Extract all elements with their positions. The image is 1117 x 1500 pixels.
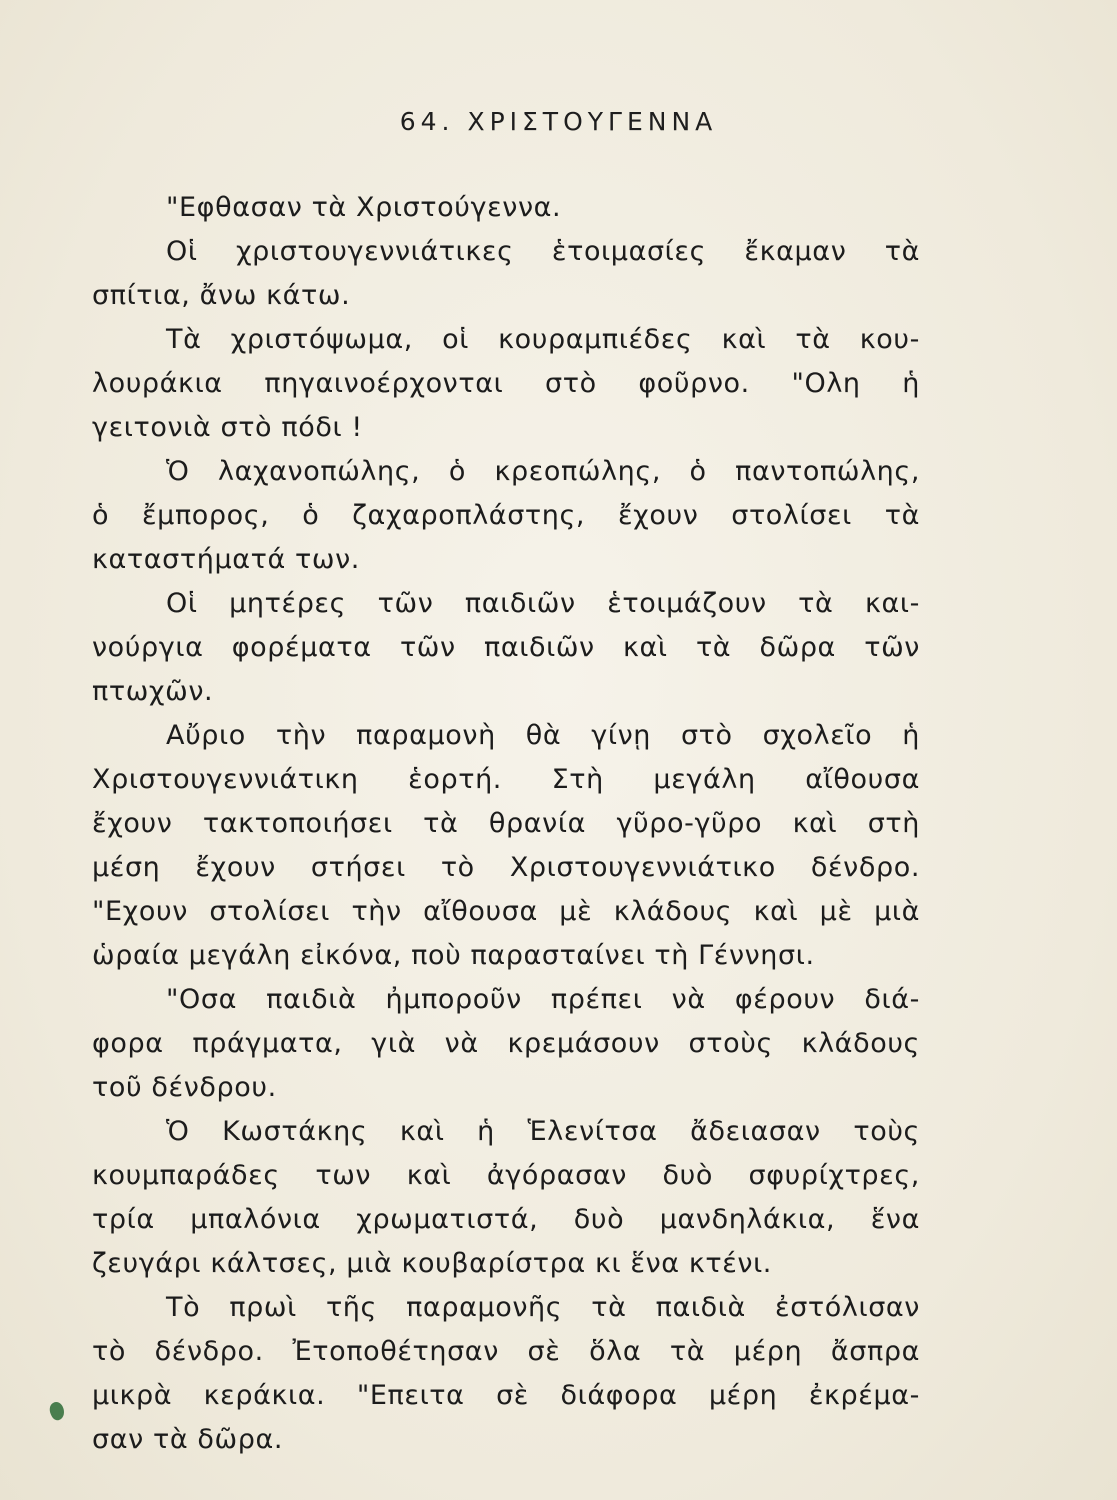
text-line: νούργια φορέματα τῶν παιδιῶν καὶ τὰ δῶρα τῶν [92, 632, 920, 663]
text-line: ἔχουν τακτοποιήσει τὰ θρανία γῦρο-γῦρο καὶ στὴ [92, 808, 920, 839]
text-line: ὡραία μεγάλη εἰκόνα, ποὺ παρασταίνει τὴ Γέννησι. [92, 940, 815, 971]
text-line: τοῦ δένδρου. [92, 1072, 277, 1103]
text-line: Ὁ λαχανοπώλης, ὁ κρεοπώλης, ὁ παντοπώλης, [166, 456, 920, 487]
text-line: "Εφθασαν τὰ Χριστούγεννα. [166, 192, 562, 223]
text-line: μικρὰ κεράκια. "Επειτα σὲ διάφορα μέρη ἐκρέμα- [92, 1380, 920, 1411]
text-line: σπίτια, ἄνω κάτω. [92, 280, 351, 311]
text-line: Οἱ μητέρες τῶν παιδιῶν ἑτοιμάζουν τὰ και- [166, 588, 920, 619]
text-line: ζευγάρι κάλτσες, μιὰ κουβαρίστρα κι ἕνα κτένι. [92, 1248, 772, 1279]
text-line: Οἱ χριστουγεννιάτικες ἑτοιμασίες ἔκαμαν τὰ [166, 236, 920, 267]
text-line: Ὁ Κωστάκης καὶ ἡ Ἑλενίτσα ἄδειασαν τοὺς [166, 1116, 920, 1147]
text-line: σαν τὰ δῶρα. [92, 1424, 284, 1455]
text-line: πτωχῶν. [92, 676, 214, 707]
text-line: Τὰ χριστόψωμα, οἱ κουραμπιέδες καὶ τὰ κου- [166, 324, 920, 355]
text-line: Αὔριο τὴν παραμονὴ θὰ γίνῃ στὸ σχολεῖο ἡ [166, 720, 920, 751]
text-line: μέση ἔχουν στήσει τὸ Χριστουγεννιάτικο δένδρο. [92, 852, 920, 883]
text-line: κουμπαράδες των καὶ ἀγόρασαν δυὸ σφυρίχτρες, [92, 1160, 920, 1191]
text-line: λουράκια πηγαινοέρχονται στὸ φοῦρνο. "Ολη ἡ [92, 368, 920, 399]
text-line: Χριστουγεννιάτικη ἑορτή. Στὴ μεγάλη αἴθουσα [92, 764, 920, 795]
chapter-body [92, 186, 920, 1462]
text-line: "Οσα παιδιὰ ἠμποροῦν πρέπει νὰ φέρουν διά- [166, 984, 920, 1015]
text-line: Τὸ πρωὶ τῆς παραμονῆς τὰ παιδιὰ ἐστόλισαν [166, 1292, 920, 1323]
text-line: τὸ δένδρο. Ἐτοποθέτησαν σὲ ὅλα τὰ μέρη ἄσπρα [92, 1336, 920, 1367]
text-line: ὁ ἔμπορος, ὁ ζαχαροπλάστης, ἔχουν στολίσει τὰ [92, 500, 920, 531]
chapter-heading: 64. ΧΡΙΣΤΟΥΓΕΝΝΑ [399, 107, 718, 136]
text-line: φορα πράγματα, γιὰ νὰ κρεμάσουν στοὺς κλάδους [92, 1028, 920, 1059]
ink-mark [47, 1400, 67, 1422]
text-line: γειτονιὰ στὸ πόδι ! [92, 412, 363, 443]
text-line: "Εχουν στολίσει τὴν αἴθουσα μὲ κλάδους καὶ μὲ μιὰ [92, 896, 920, 927]
text-line: τρία μπαλόνια χρωματιστά, δυὸ μανδηλάκια, ἕνα [92, 1204, 920, 1235]
text-line: καταστήματά των. [92, 544, 360, 575]
